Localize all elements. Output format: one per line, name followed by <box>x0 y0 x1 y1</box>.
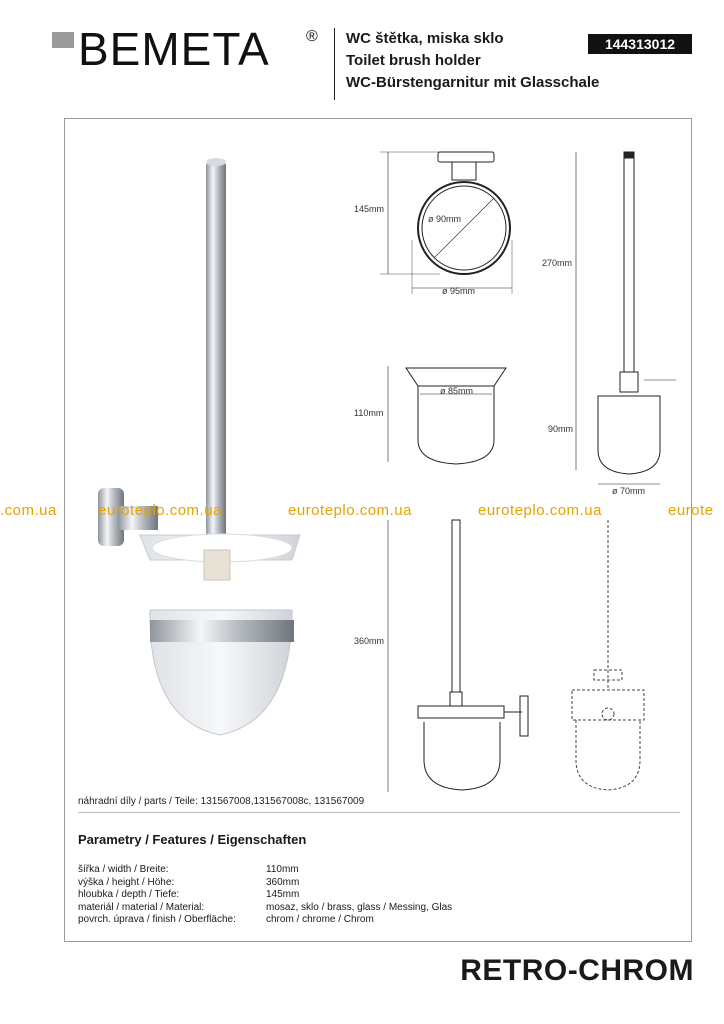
title-en: Toilet brush holder <box>346 52 481 69</box>
feature-row <box>78 889 452 902</box>
dim-brush-length: 270mm <box>542 258 573 268</box>
feature-value: 145mm <box>266 889 300 900</box>
product-code: 144313012 <box>588 34 692 54</box>
title-cz: WC štětka, miska sklo <box>346 30 504 47</box>
spare-parts: náhradní díly / parts / Teile: 131567008,131567008c, 131567009 <box>78 796 365 807</box>
product-photo <box>98 158 300 735</box>
dim-depth: 145mm <box>354 204 385 214</box>
dim-total-height: 360mm <box>354 636 385 646</box>
watermark-5: eurote <box>668 502 714 519</box>
dim-ring-inner: ø 90mm <box>428 214 462 224</box>
feature-label: šířka / width / Breite: <box>78 864 169 875</box>
feature-row <box>78 914 452 927</box>
feature-value: mosaz, sklo / brass, glass / Messing, Glas <box>266 901 453 913</box>
feature-label: povrch. úprava / finish / Oberfläche: <box>78 914 236 925</box>
dim-bowl-height: 110mm <box>354 408 384 418</box>
watermark-1: .com.ua <box>0 502 57 519</box>
watermark-3: euroteplo.com.ua <box>288 502 412 519</box>
section-divider <box>78 812 680 813</box>
dim-bowl-dia: ø 85mm <box>440 386 474 396</box>
feature-value: 360mm <box>266 876 300 888</box>
watermark-4: euroteplo.com.ua <box>478 502 602 519</box>
dim-brush-dia: ø 70mm <box>612 486 646 496</box>
features-table <box>78 864 452 927</box>
feature-row <box>78 877 452 890</box>
title-de: WC-Bürstengarnitur mit Glasschale <box>346 74 600 91</box>
brand-name: BEMETA <box>78 23 270 75</box>
feature-label: hloubka / depth / Tiefe: <box>78 889 180 900</box>
side-assembly-drawing <box>388 520 528 792</box>
dim-brush-head: 90mm <box>548 424 574 434</box>
watermark-2: euroteplo.com.ua <box>98 502 222 519</box>
feature-label: materiál / material / Material: <box>78 901 205 913</box>
bowl-drawing <box>388 366 506 464</box>
feature-label: výška / height / Höhe: <box>78 876 175 888</box>
feature-value: chrom / chrome / Chrom <box>266 914 374 925</box>
brush-drawing <box>576 152 676 484</box>
feature-row <box>78 864 452 877</box>
features-title: Parametry / Features / Eigenschaften <box>78 832 307 847</box>
dim-ring-outer: ø 95mm <box>442 286 476 296</box>
feature-value: 110mm <box>266 864 299 875</box>
registered-mark: ® <box>306 28 318 45</box>
series-name: RETRO-CHROM <box>460 954 694 987</box>
feature-row <box>78 902 452 915</box>
front-assembly-drawing <box>572 520 644 790</box>
